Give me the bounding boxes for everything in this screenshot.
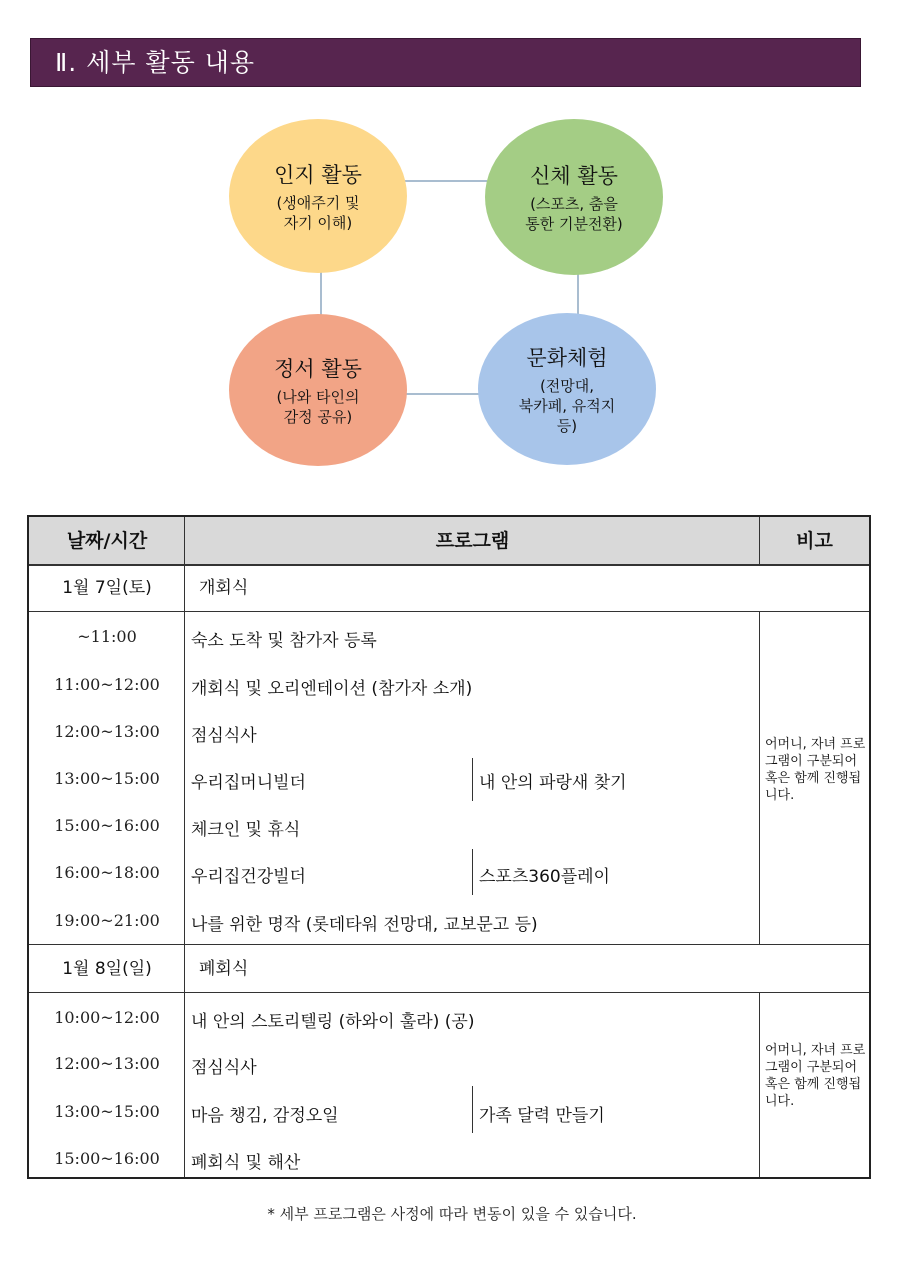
connector-right xyxy=(577,273,579,315)
section-title: Ⅱ. 세부 활동 내용 xyxy=(30,38,861,87)
row-program-alt: 내 안의 파랑새 찾기 xyxy=(479,773,627,793)
vline xyxy=(759,612,760,944)
activity-title: 인지 활동 xyxy=(274,163,362,187)
row-time: 11:00~12:00 xyxy=(54,675,160,694)
row-program: 나를 위한 명작 (롯데타워 전망대, 교보문고 등) xyxy=(191,915,538,935)
row-time: 13:00~15:00 xyxy=(54,1102,160,1121)
vline xyxy=(759,993,760,1177)
hline xyxy=(29,944,869,945)
activity-desc: (생애주기 및 자기 이해) xyxy=(276,194,360,232)
day2-note: 어머니, 자녀 프로그램이 구분되어 혹은 함께 진행됩니다. xyxy=(765,1043,866,1109)
row-program: 내 안의 스토리텔링 (하와이 훌라) (공) xyxy=(191,1012,475,1032)
activity-circle-physical xyxy=(485,119,663,275)
activity-desc: (나와 타인의 감정 공유) xyxy=(276,388,360,426)
activity-circle-cognitive xyxy=(229,119,407,273)
day2-title: 폐회식 xyxy=(199,959,249,979)
vline xyxy=(759,517,760,565)
split-divider xyxy=(472,1086,473,1133)
connector-bottom xyxy=(405,393,480,395)
day1-title: 개회식 xyxy=(199,578,249,598)
row-time: 16:00~18:00 xyxy=(54,863,160,882)
row-time: 15:00~16:00 xyxy=(54,816,160,835)
activity-desc: (전망대, 북카페, 유적지 등) xyxy=(518,377,616,435)
connector-top xyxy=(405,180,487,182)
connector-left xyxy=(320,271,322,316)
row-program: 개회식 및 오리엔테이션 (참가자 소개) xyxy=(191,679,473,699)
activity-diagram xyxy=(0,0,904,500)
activity-circle-culture xyxy=(478,313,656,465)
vline xyxy=(184,517,185,1177)
row-program: 체크인 및 휴식 xyxy=(191,820,301,840)
row-time: 19:00~21:00 xyxy=(54,911,160,930)
day1-date: 1월 7일(토) xyxy=(62,578,152,598)
activity-desc: (스포츠, 춤을 통한 기분전환) xyxy=(525,195,623,233)
row-time: 10:00~12:00 xyxy=(54,1008,160,1027)
header-note: 비고 xyxy=(796,530,833,552)
split-divider xyxy=(472,849,473,895)
activity-title: 신체 활동 xyxy=(530,164,618,188)
row-program: 우리집머니빌더 xyxy=(191,773,306,793)
day1-note: 어머니, 자녀 프로그램이 구분되어 혹은 함께 진행됩니다. xyxy=(765,737,866,803)
footnote: * 세부 프로그램은 사정에 따라 변동이 있을 수 있습니다. xyxy=(267,1205,637,1223)
header-date: 날짜/시간 xyxy=(66,530,148,552)
day2-date: 1월 8일(일) xyxy=(62,959,152,979)
row-program-alt: 가족 달력 만들기 xyxy=(479,1106,605,1126)
row-program: 점심식사 xyxy=(191,726,257,746)
row-program: 숙소 도착 및 참가자 등록 xyxy=(191,631,377,651)
row-time: 12:00~13:00 xyxy=(54,722,160,741)
schedule-table xyxy=(27,515,871,1179)
row-time: 12:00~13:00 xyxy=(54,1054,160,1073)
split-divider xyxy=(472,758,473,801)
header-program: 프로그램 xyxy=(435,530,510,552)
row-time: 15:00~16:00 xyxy=(54,1149,160,1168)
row-program-alt: 스포츠360플레이 xyxy=(479,867,610,887)
row-time: 13:00~15:00 xyxy=(54,769,160,788)
activity-title: 문화체험 xyxy=(526,346,608,370)
row-program: 점심식사 xyxy=(191,1058,257,1078)
row-program: 마음 챙김, 감정오일 xyxy=(191,1106,339,1126)
row-time: ~11:00 xyxy=(77,627,137,646)
activity-circle-emotional xyxy=(229,314,407,466)
row-program: 폐회식 및 해산 xyxy=(191,1153,301,1173)
hline xyxy=(29,611,869,612)
activity-title: 정서 활동 xyxy=(274,357,362,381)
hline xyxy=(29,992,869,993)
row-program: 우리집건강빌더 xyxy=(191,867,306,887)
